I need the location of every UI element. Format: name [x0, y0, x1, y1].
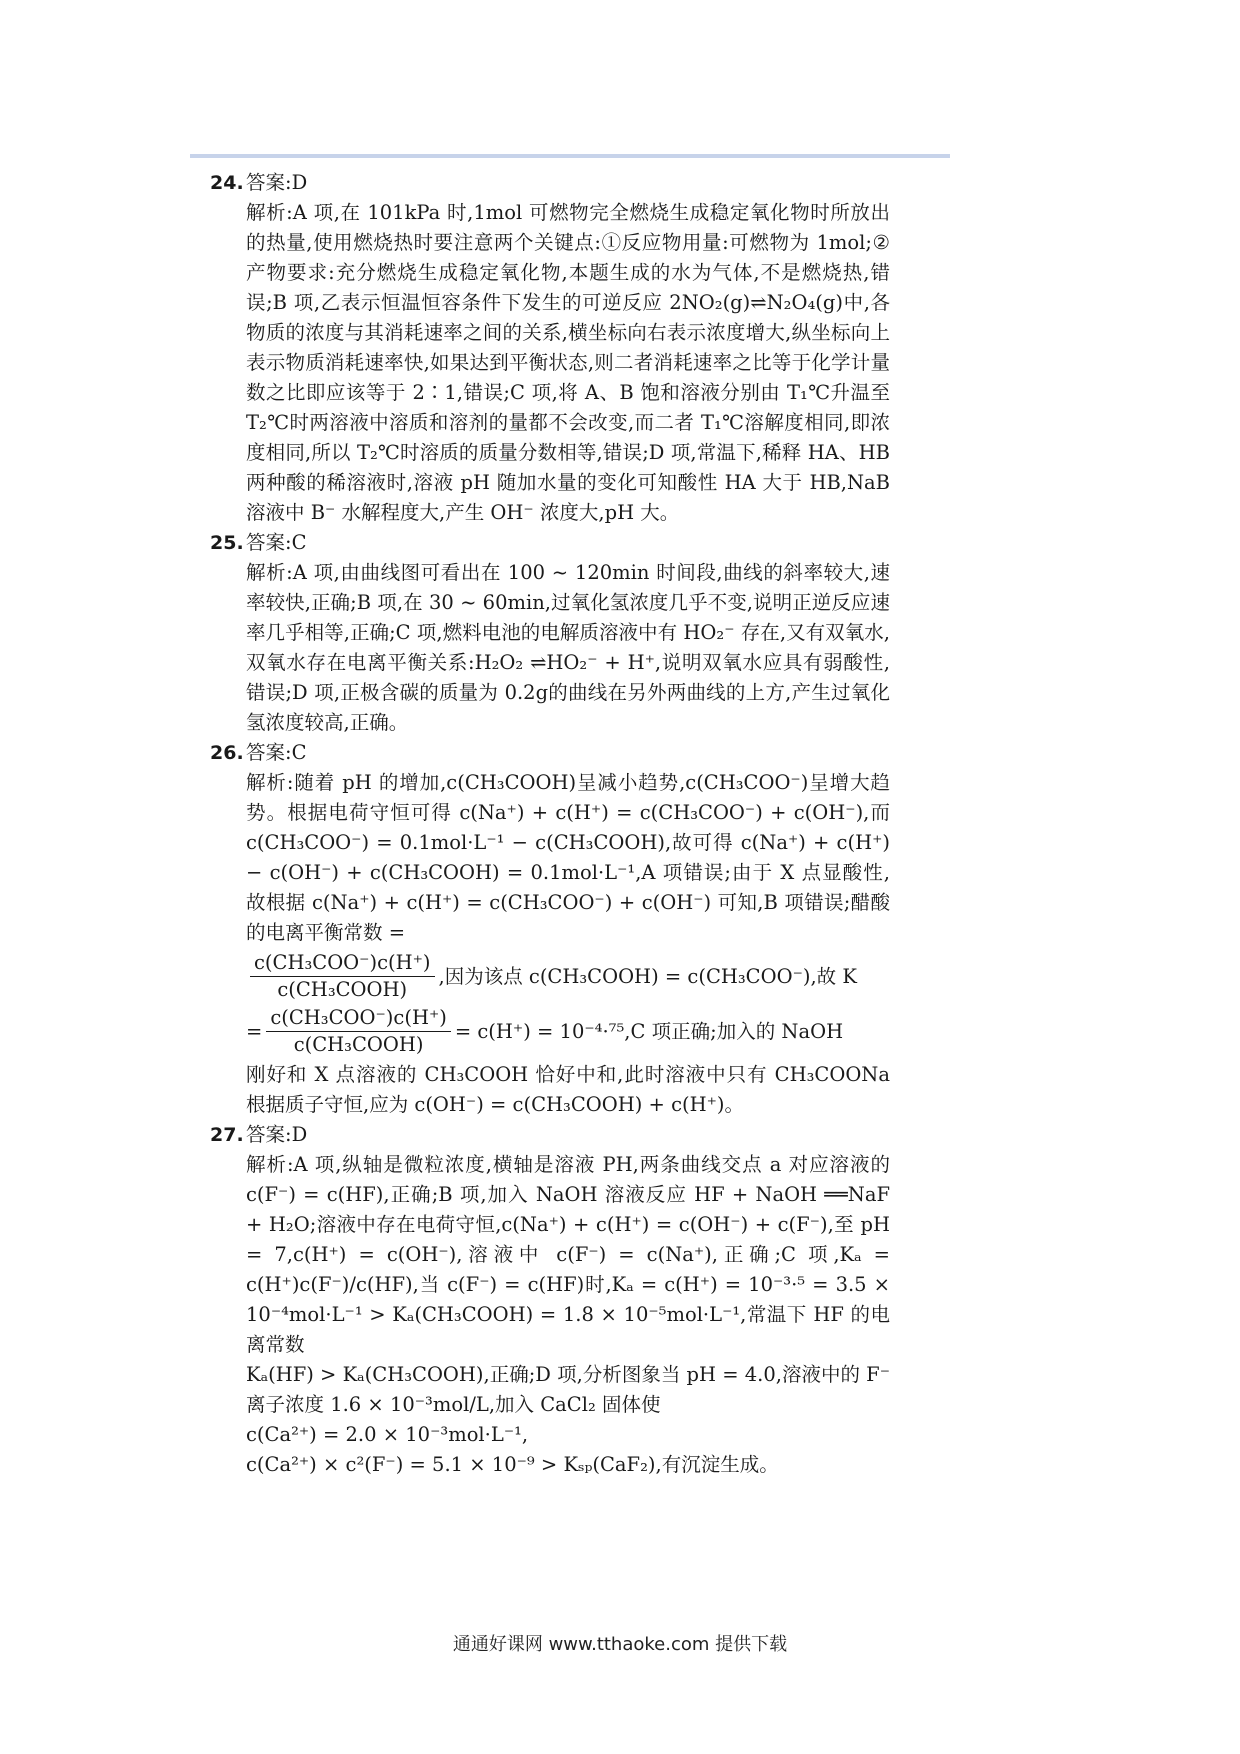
formula-text: = c(H⁺) = 10⁻⁴·⁷⁵,C 项正确;加入的 NaOH [454, 1019, 844, 1043]
analysis-paragraph: 解析:A 项,在 101kPa 时,1mol 可燃物完全燃烧生成稳定氧化物时所放出的热量,使用燃烧热时要注意两个关键点:①反应物用量:可燃物为 1mol;②产物要求:充分燃烧生成稳定氧化物,本题生成的水为气体,不是燃烧热,错误;B 项,乙表示恒温恒容条件下发生的可逆反应 2NO₂(g)⇌N₂O₄(g)中,各物质的浓度与其消耗速率之间的关系,横坐标向右表示浓度增大,纵坐标向上表示物质消耗速率快,如果达到平衡状态,则二者消耗速率之比等于化学计量数之比即应该等于 2∶1,错误;C 项,将 A、B 饱和溶液分别由 T₁℃升温至 T₂℃时两溶液中溶质和溶剂的量都不会改变,而二者 T₁℃溶解度相同,即浓度相同,所以 T₂℃时溶质的质量分数相等,错误;D 项,常温下,稀释 HA、HB 两种酸的稀溶液时,溶液 pH 随加水量的变化可知酸性 HA 大于 HB,NaB 溶液中 B⁻ 水解程度大,产生 OH⁻ 浓度大,pH 大。 [246, 201, 890, 524]
analysis [210, 768, 890, 1120]
analysis-paragraph: 解析:A 项,由曲线图可看出在 100 ~ 120min 时间段,曲线的斜率较大,速率较快,正确;B 项,在 30 ~ 60min,过氧化氢浓度几乎不变,说明正逆反应速率几乎相等,正确;C 项,燃料电池的电解质溶液中有 HO₂⁻ 存在,又有双氧水,双氧水存在电离平衡关系:H₂O₂ ⇌HO₂⁻ + H⁺,说明双氧水应具有弱酸性,错误;D 项,正极含碳的质量为 0.2g的曲线在另外两曲线的上方,产生过氧化氢浓度较高,正确。 [246, 561, 890, 734]
analysis-paragraph: c(Ca²⁺) × c²(F⁻) = 5.1 × 10⁻⁹ > Kₛₚ(CaF₂),有沉淀生成。 [246, 1453, 779, 1476]
analysis-paragraph: 解析:A 项,纵轴是微粒浓度,横轴是溶液 PH,两条曲线交点 a 对应溶液的 c(F⁻) = c(HF),正确;B 项,加入 NaOH 溶液反应 HF + NaOH ══NaF + H₂O;溶液中存在电荷守恒,c(Na⁺) + c(H⁺) = c(OH⁻) + c(F⁻),至 pH = 7,c(H⁺) = c(OH⁻),溶液中 c(F⁻) = c(Na⁺),正确;C 项,Kₐ = c(H⁺)c(F⁻)/c(HF),当 c(F⁻) = c(HF)时,Kₐ = c(H⁺) = 10⁻³·⁵ = 3.5 × 10⁻⁴mol·L⁻¹ > Kₐ(CH₃COOH) = 1.8 × 10⁻⁵mol·L⁻¹,常温下 HF 的电离常数 [246, 1153, 890, 1356]
solutions-content [210, 168, 890, 1480]
equals-sign: = [246, 1019, 263, 1043]
question-number: 24. [210, 172, 244, 194]
formula-line-1 [246, 950, 890, 1003]
solution-27 [210, 1120, 890, 1480]
answer-line [210, 168, 890, 198]
formula-text: ,因为该点 c(CH₃COOH) = c(CH₃COO⁻),故 K [438, 964, 857, 988]
analysis [210, 198, 890, 528]
header-rule [190, 154, 950, 158]
question-number: 27. [210, 1124, 244, 1146]
answer-text: 答案:D [246, 1123, 308, 1146]
answer-text: 答案:C [246, 531, 307, 554]
analysis-paragraph: 刚好和 X 点溶液的 CH₃COOH 恰好中和,此时溶液中只有 CH₃COONa 根据质子守恒,应为 c(OH⁻) = c(CH₃COOH) + c(H⁺)。 [246, 1063, 890, 1116]
fraction-numerator: c(CH₃COO⁻)c(H⁺) [250, 950, 435, 977]
answer-text: 答案:C [246, 741, 307, 764]
answer-line [210, 528, 890, 558]
answer-text: 答案:D [246, 171, 308, 194]
solution-25 [210, 528, 890, 738]
analysis [210, 1150, 890, 1480]
footer-source-text: 通通好课网 www.tthaoke.com 提供下载 [452, 1634, 788, 1655]
analysis [210, 558, 890, 738]
analysis-paragraph: 解析:随着 pH 的增加,c(CH₃COOH)呈减小趋势,c(CH₃COO⁻)呈增大趋势。根据电荷守恒可得 c(Na⁺) + c(H⁺) = c(CH₃COO⁻) + c(OH⁻),而 c(CH₃COO⁻) = 0.1mol·L⁻¹ − c(CH₃COOH),故可得 c(Na⁺) + c(H⁺) − c(OH⁻) + c(CH₃COOH) = 0.1mol·L⁻¹,A 项错误;由于 X 点显酸性,故根据 c(Na⁺) + c(H⁺) = c(CH₃COO⁻) + c(OH⁻) 可知,B 项错误;醋酸的电离平衡常数 = [246, 771, 890, 944]
fraction [250, 950, 435, 1003]
solution-24 [210, 168, 890, 528]
analysis-paragraph: c(Ca²⁺) = 2.0 × 10⁻³mol·L⁻¹, [246, 1423, 529, 1446]
solution-26 [210, 738, 890, 1120]
fraction-numerator: c(CH₃COO⁻)c(H⁺) [266, 1005, 451, 1032]
question-number: 25. [210, 532, 244, 554]
fraction [266, 1005, 451, 1058]
formula-line-2 [246, 1005, 890, 1058]
fraction-denominator: c(CH₃COOH) [277, 978, 408, 1001]
fraction-denominator: c(CH₃COOH) [293, 1033, 424, 1056]
analysis-paragraph: Kₐ(HF) > Kₐ(CH₃COOH),正确;D 项,分析图象当 pH = 4.0,溶液中的 F⁻ 离子浓度 1.6 × 10⁻³mol/L,加入 CaCl₂ 固体使 [246, 1363, 890, 1416]
answer-line [210, 738, 890, 768]
answer-line [210, 1120, 890, 1150]
question-number: 26. [210, 742, 244, 764]
